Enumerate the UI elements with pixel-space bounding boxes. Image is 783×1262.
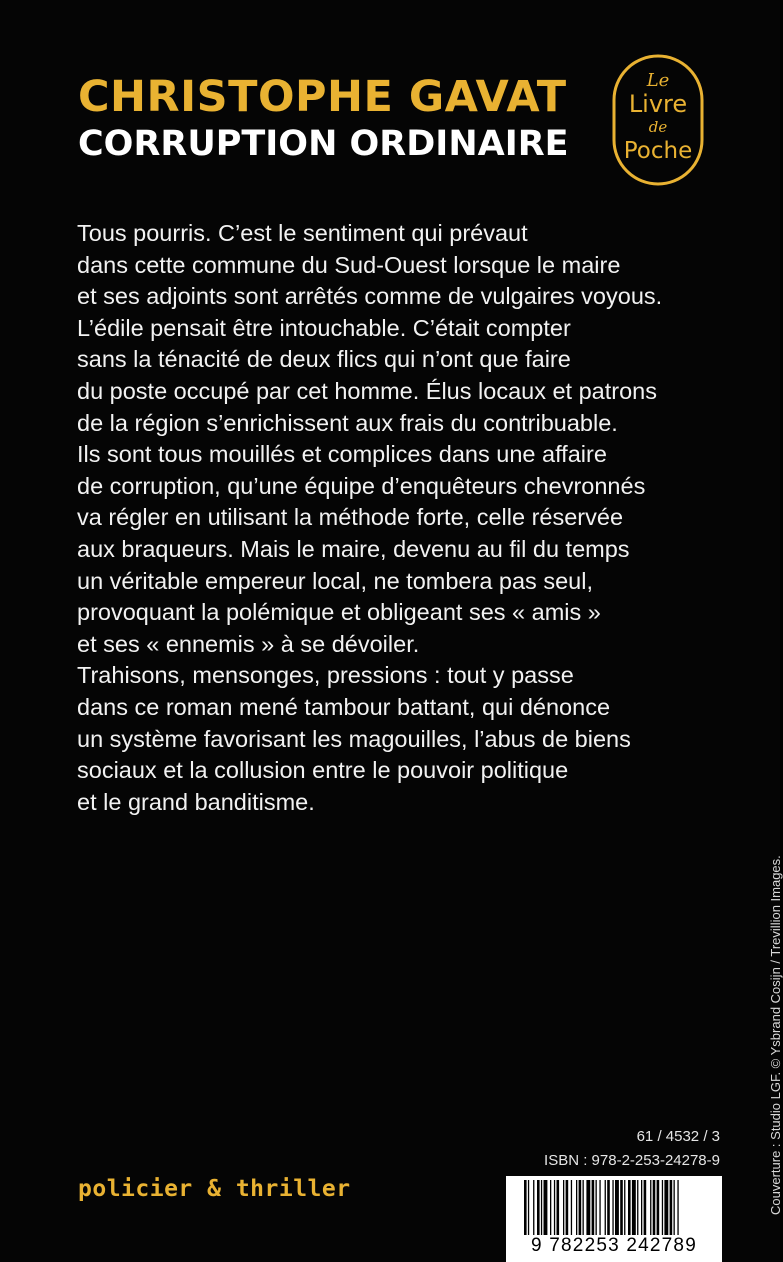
synopsis-line: un véritable empereur local, ne tombera pas seul, — [77, 567, 593, 594]
barcode-bar — [563, 1180, 564, 1238]
barcode-bar — [533, 1180, 534, 1238]
synopsis — [77, 218, 727, 818]
synopsis-line: et le grand banditisme. — [77, 788, 315, 815]
barcode-bar — [524, 1180, 527, 1238]
logo-word-le: Le — [646, 70, 670, 91]
barcode-bar — [550, 1180, 551, 1238]
barcode-bar — [579, 1180, 582, 1238]
synopsis-line: provoquant la polémique et obligeant ses « amis » — [77, 599, 601, 626]
barcode-number: 9 782253 242789 — [506, 1235, 722, 1257]
synopsis-line: du poste occupé par cet homme. Élus locaux et patrons — [77, 377, 657, 404]
synopsis-line: Ils sont tous mouillés et complices dans une affaire — [77, 441, 607, 468]
barcode-bar — [607, 1180, 610, 1238]
barcode-bar — [596, 1180, 597, 1238]
barcode-bar — [641, 1180, 642, 1238]
synopsis-line: de la région s’enrichissent aux frais du contribuable. — [77, 409, 618, 436]
synopsis-line: sans la ténacité de deux flics qui n’ont que faire — [77, 346, 571, 373]
synopsis-line: sociaux et la collusion entre le pouvoir politique — [77, 757, 569, 784]
barcode-bar — [615, 1180, 619, 1238]
synopsis-line: un système favorisant les magouilles, l’abus de biens — [77, 725, 631, 752]
barcode-bar — [644, 1180, 647, 1238]
logo-word-livre: Livre — [628, 90, 688, 118]
barcode-bar — [566, 1180, 569, 1238]
barcode-bar — [637, 1180, 638, 1238]
synopsis-line: Tous pourris. C’est le sentiment qui prévaut — [77, 220, 528, 246]
barcode — [506, 1176, 722, 1262]
barcode-bar — [624, 1180, 625, 1238]
book-title: CORRUPTION ORDINAIRE — [78, 124, 569, 164]
barcode-bar — [576, 1180, 577, 1238]
catalog-code: 61 / 4532 / 3 — [636, 1128, 720, 1145]
barcode-bar — [599, 1180, 600, 1238]
logo-word-poche: Poche — [623, 138, 693, 164]
barcode-bar — [544, 1180, 548, 1238]
synopsis-line: de corruption, qu’une équipe d’enquêteurs chevronnés — [77, 472, 646, 499]
barcode-bar — [571, 1180, 572, 1238]
author-name: CHRISTOPHE GAVAT — [78, 72, 567, 122]
logo-word-de: de — [648, 118, 668, 136]
barcode-bar — [657, 1180, 660, 1238]
barcode-bar — [662, 1180, 663, 1238]
synopsis-line: Trahisons, mensonges, pressions : tout y passe — [77, 662, 574, 689]
barcode-bar — [628, 1180, 631, 1238]
barcode-bar — [586, 1180, 590, 1238]
synopsis-line: et ses « ennemis » à se dévoiler. — [77, 630, 420, 657]
barcode-bar — [554, 1180, 555, 1238]
cover-credit: Couverture : Studio LGF. © Ysbrand Cosijn / Trevillion Images. — [768, 855, 783, 1215]
barcode-bar — [632, 1180, 636, 1238]
barcode-bar — [592, 1180, 595, 1238]
barcode-bar — [541, 1180, 542, 1238]
barcode-bar — [605, 1180, 606, 1238]
barcode-bar — [664, 1180, 668, 1238]
barcode-bar — [583, 1180, 584, 1238]
barcode-bar — [674, 1180, 675, 1238]
barcode-bar — [677, 1180, 678, 1238]
barcode-bar — [620, 1180, 623, 1238]
barcode-bar — [528, 1180, 529, 1238]
barcode-bar — [650, 1180, 651, 1238]
le-livre-de-poche-logo — [612, 54, 704, 186]
barcode-bar — [670, 1180, 673, 1238]
synopsis-line: aux braqueurs. Mais le maire, devenu au fil du temps — [77, 535, 630, 562]
genre-label: policier & thriller — [78, 1176, 351, 1202]
barcode-bar — [557, 1180, 560, 1238]
synopsis-line: L’édile pensait être intouchable. C’était compter — [77, 314, 571, 341]
synopsis-line: va régler en utilisant la méthode forte, celle réservée — [77, 504, 624, 531]
barcode-bar — [537, 1180, 540, 1238]
synopsis-line: et ses adjoints sont arrêtés comme de vulgaires voyous. — [77, 283, 663, 310]
barcode-bar — [612, 1180, 613, 1238]
synopsis-line: dans cette commune du Sud-Ouest lorsque le maire — [77, 251, 621, 278]
isbn: ISBN : 978-2-253-24278-9 — [544, 1152, 720, 1169]
synopsis-line: dans ce roman mené tambour battant, qui dénonce — [77, 693, 611, 720]
barcode-bar — [653, 1180, 656, 1238]
